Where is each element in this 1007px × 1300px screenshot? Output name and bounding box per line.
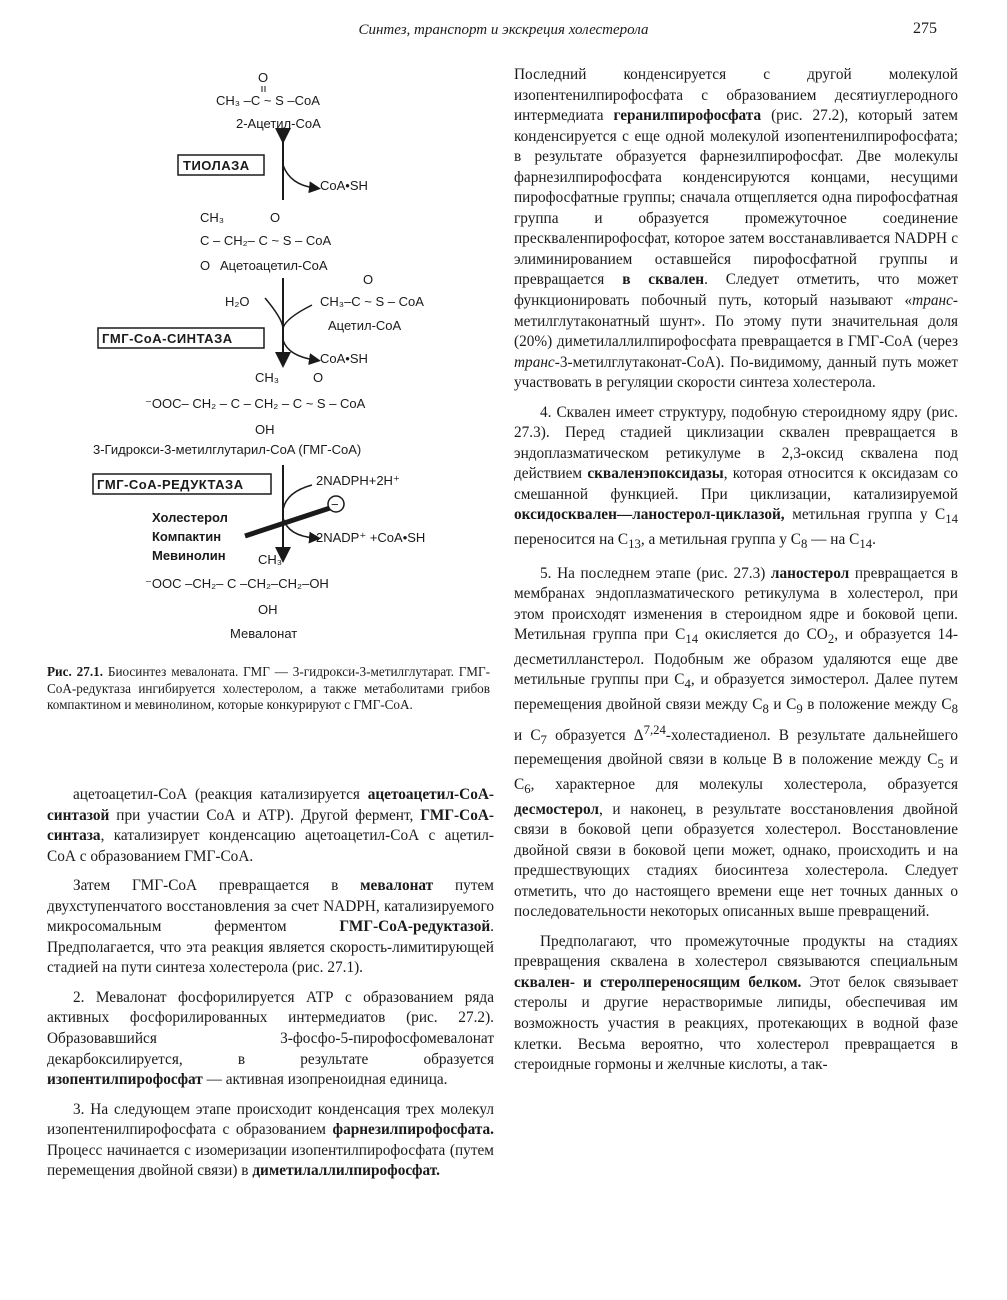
thiolase-label: ТИОЛАЗА: [183, 158, 250, 173]
nadp-label: 2NADP⁺ +CoA•SH: [316, 530, 426, 545]
left-paragraph-4: 3. На следующем этапе происходит конденсация трех молекул изопентенилпирофосфата с образованием фарнезилпирофосфата. Процесс начинается с изомеризации изопентилпирофосфата (путем перемещения двойной связи) в диметилаллилпирофосфат.: [47, 1100, 494, 1180]
acetoacetyl-o-top: O: [270, 210, 281, 225]
acetoacetyl-structure: C – CH₂– C ~ S – CoA: [200, 233, 332, 248]
hmg-structure: ⁻OOC– CH₂ – C – CH₂ – C ~ S – CoA: [145, 396, 366, 411]
figure-caption-text: Биосинтез мевалоната. ГМГ — 3-гидрокси-3-метилглутарат. ГМГ-СоА-редуктаза ингибируется холестеролом, а также метаболитами грибов компактином и мевинолином, которые конкурируют с ГМГ-СоА.: [47, 664, 490, 712]
inhibitor-mevinolin: Мевинолин: [152, 548, 226, 563]
hmg-reductase-label: ГМГ-СoA-РЕДУКТАЗА: [97, 477, 244, 492]
acetyl-coa-label: 2-Ацетил-CoA: [236, 116, 321, 131]
left-column: [47, 785, 494, 1182]
right-paragraph-4: Предполагают, что промежуточные продукты на стадиях превращения сквалена в холестерол связываются специальным сквален- и стеролпереносящим белком. Этот белок связывает стеролы и другие нерастворимые липиды, обеспечивая им возможность участия в реакциях, протекающих в водной фазе клетки. Весьма вероятно, что холестерол превращается в стероидные гормоны и желчные кислоты, а так-: [514, 932, 958, 1074]
acetoacetyl-ch3: CH₃: [200, 210, 225, 225]
mevalonate-label: Мевалонат: [230, 626, 298, 641]
h2o-label: H₂O: [225, 294, 250, 309]
nadph-label: 2NADPH+2H⁺: [316, 473, 400, 488]
hmg-synthase-label: ГМГ-СoA-СИНТАЗА: [102, 331, 233, 346]
mevalonate-ch3: CH₃: [258, 552, 283, 567]
hmg-ch3: CH₃: [255, 370, 280, 385]
right-paragraph-1: Последний конденсируется с другой молекулой изопентенилпирофосфата с образованием десятиуглеродного интермедиата геранилпирофосфата (рис. 27.2), который затем конденсируется с еще одной молекулой изопентенилпирофосфата; в результате образуется фарнезилпирофосфат. Две молекулы фарнезилпирофосфата конденсируются концами, несущими пирофосфатные группы; сначала отщепляется одна пирофосфатная группа и образуется промежуточное соединение пресквaленпирофосфат, которое затем восстанавливается NADPH с элиминированием оставшейся пирофосфатной группы и превращается в сквален. Следует отметить, что может функционировать побочный путь, который называют «транс-метилглутаконатный шунт». По этому пути значительная доля (20%) диметилаллилпирофосфата превращается в ГМГ-СоА (через транс-3-метилглутаконат-СоА). По-видимому, данный путь может участвовать в регуляции скорости синтеза холестерола.: [514, 66, 958, 392]
acetyl-coa-structure: CH₃ –C ~ S –CoA: [216, 93, 320, 108]
acetyl-coa-2-o: O: [363, 272, 374, 287]
acetyl-coa-2-label: Ацетил-CoA: [328, 318, 402, 333]
hmg-coa-label: 3-Гидрокси-3-метилглутарил-CoA (ГМГ-CoA): [93, 442, 362, 457]
mevalonate-oh: OH: [258, 602, 278, 617]
coash-label-2: CoA•SH: [320, 351, 368, 366]
mevalonate-biosynthesis-scheme: [90, 60, 490, 660]
right-column: [514, 65, 958, 1076]
figure-caption: [47, 664, 490, 714]
acetyl-coa-2-structure: CH₃–C ~ S – CoA: [320, 294, 424, 309]
hmg-o-top: O: [313, 370, 324, 385]
left-paragraph-3: 2. Мевалонат фосфорилируется АТР с образованием ряда активных фосфорилированных интермедиатов (рис. 27.2). Образовавшийся 3-фосфо-5-пирофосфомевалонат декарбоксилируется, в результате образуется изопентилпирофосфат — активная изопреноидная единица.: [47, 988, 494, 1089]
inhibitor-cholesterol: Холестерол: [152, 510, 228, 525]
right-paragraph-2: 4. Сквален имеет структуру, подобную стероидному ядру (рис. 27.3). Перед стадией циклизации сквален превращается в эндоплазматическом ретикулуме в 2,3-оксид сквалена под действием скваленэпоксидазы, которая относится к оксидазам со смешанной функцией. При циклизации, катализируемой оксидосквален—ланостерол-циклазой, метильная группа у $C_{14}$ переносится на $C_{13}$, а метильная группа у $C_8$ — на $C_{14}$.: [514, 403, 958, 552]
left-paragraph-1: ацетоацетил-СоА (реакция катализируется ацетоацетил-СоА-синтазой при участии СоА и АТР). Другой фермент, ГМГ-СоА-синтаза, катализирует конденсацию ацетоацетил-СоА с ацетил-СоА с образованием ГМГ-СоА.: [47, 786, 494, 865]
inhibitor-compactin: Компактин: [152, 529, 222, 544]
right-paragraph-3: 5. На последнем этапе (рис. 27.3) ланостерол превращается в мембранах эндоплазматического ретикулума в холестерол, при этом происходят изменения в стероидном ядре и боковой цепи. Метильная группа при $C_{14}$ окисляется до $CO_2$, и образуется 14-десметилланстерол. Подобным же образом удаляются еще две метильные группы при $C_4$, и образуется зимостерол. Далее путем перемещения двойной связи между $C_8$ и $C_9$ в положение между $C_8$ и $C_7$ образуется Δ$^{7,24}$-холестадиенол. В результате дальнейшего перемещения двойной связи в кольце B в положение между $C_5$ и $C_6$, характерное для молекулы холестерола, образуется десмостерол, и наконец, в результате восстановления двойной связи в боковой цепи образуется холестерол. Восстановление двойной связи в боковой цепи может, однако, происходить и на предшествующих стадиях биосинтеза холестерола. Следует отметить, что до настоящего времени еще нет точных данных о последовательности некоторых описанных выше превращений.: [514, 564, 958, 921]
mevalonate-structure: ⁻OOC –CH₂– C –CH₂–CH₂–OH: [145, 576, 329, 591]
running-title: Синтез, транспорт и экскреция холестерола: [358, 22, 649, 38]
acetoacetyl-coa-label: Ацетоацетил-CoA: [220, 258, 328, 273]
left-paragraph-2: Затем ГМГ-СоА превращается в мевалонат путем двухступенчатого восстановления за счет NADPH, катализируемого микросомальным ферментом ГМГ-СоА-редуктазой. Предполагается, что эта реакция является скорость-лимитирующей стадией на пути синтеза холестерола (рис. 27.1).: [47, 877, 494, 977]
acetoacetyl-o-bottom: O: [200, 258, 211, 273]
figure-number: Рис. 27.1.: [47, 664, 104, 679]
coash-label-1: CoA•SH: [320, 178, 368, 193]
inhibition-minus: −: [331, 497, 339, 512]
hmg-oh: OH: [255, 422, 275, 437]
acetyl-coa-o-atom: O: [258, 70, 269, 85]
page-number: 275: [913, 20, 937, 37]
